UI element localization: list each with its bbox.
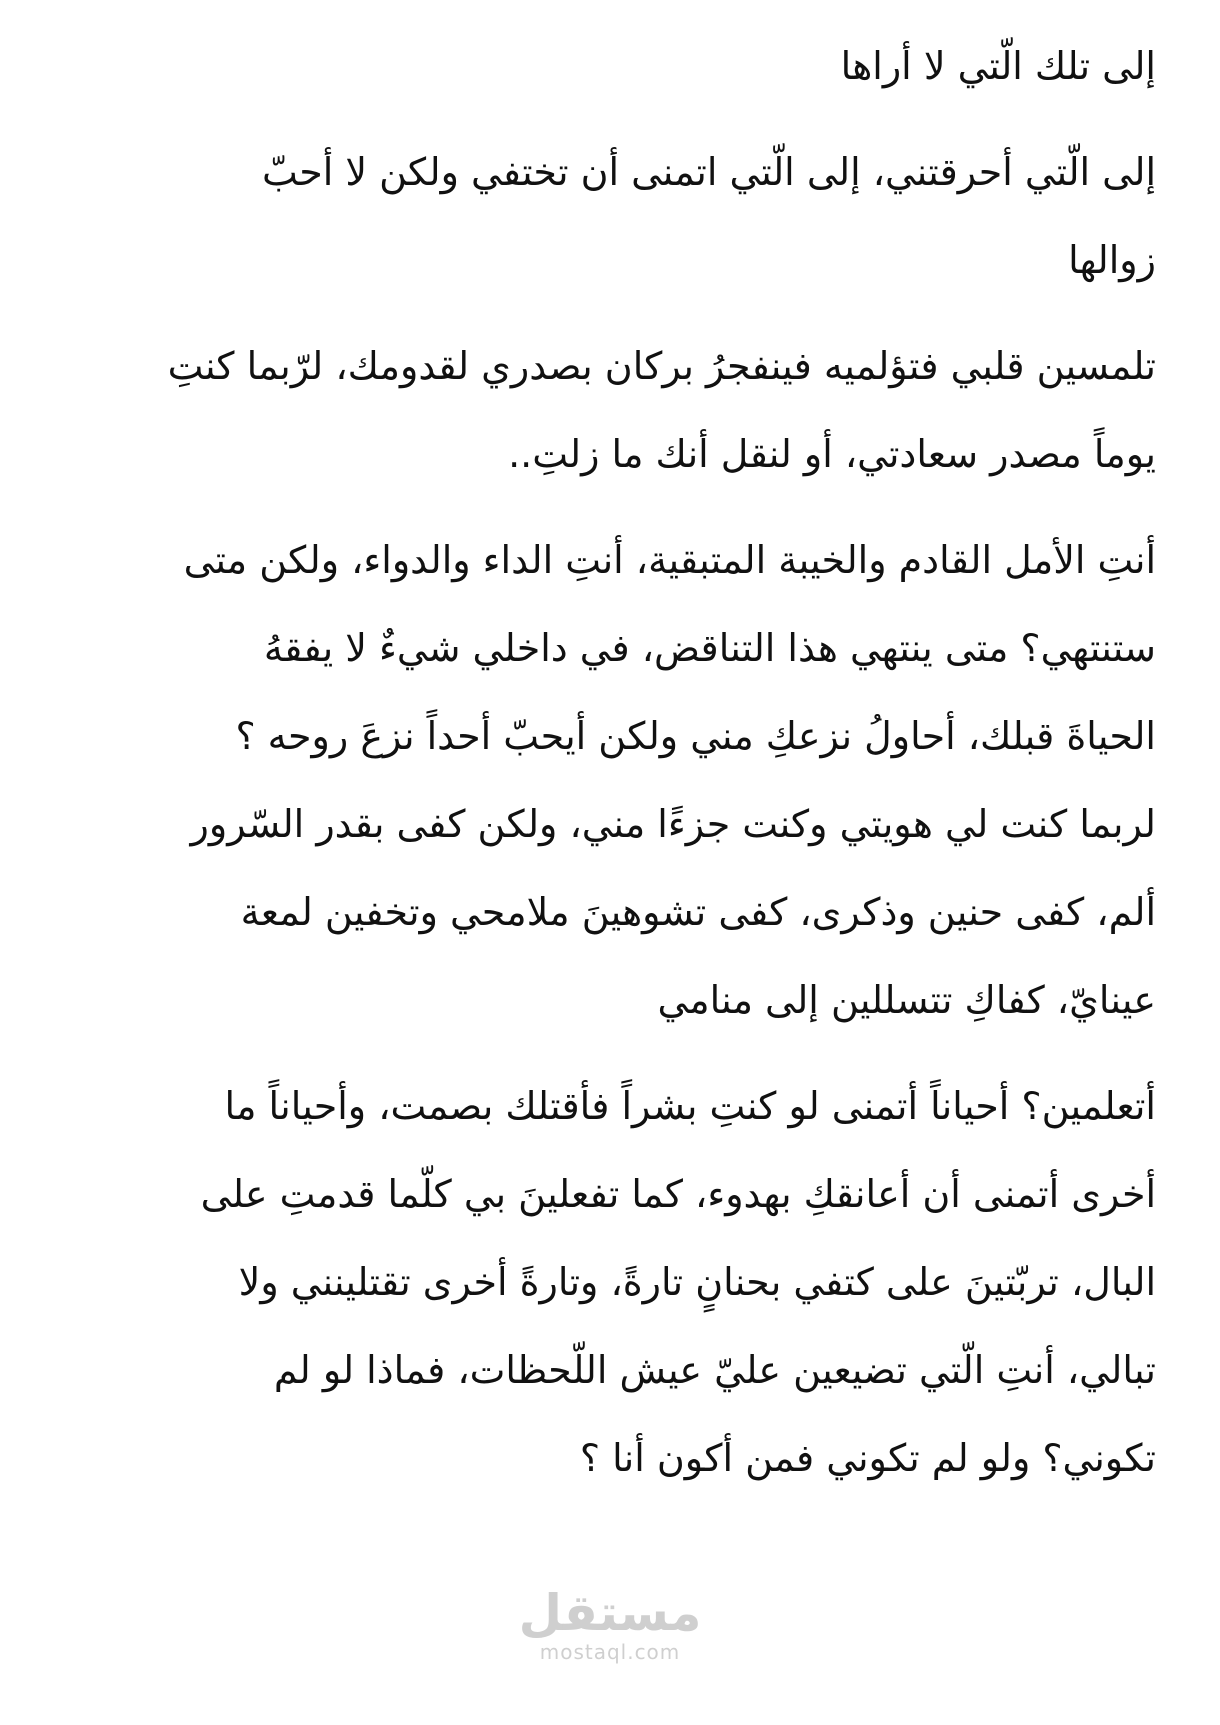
text-line: زوالها — [1068, 238, 1156, 282]
text-line: تكوني؟ ولو لم تكوني فمن أكون أنا ؟ — [579, 1436, 1156, 1480]
paragraph-hope-and-disappointment — [90, 516, 1156, 1044]
text-line: أنتِ الأمل القادم والخيبة المتبقية، أنتِ الداء والدواء، ولكن متى — [183, 538, 1156, 582]
paragraph-do-you-know — [90, 1062, 1156, 1502]
text-line: إلى تلك الّتي لا أراها — [840, 44, 1156, 88]
text-line: البال، تربّتينَ على كتفي بحنانٍ تارةً، وتارةً أخرى تقتلينني ولا — [238, 1260, 1156, 1304]
text-line: ستنتهي؟ متى ينتهي هذا التناقض، في داخلي شيءٌ لا يفقهُ — [263, 626, 1156, 670]
text-line: يوماً مصدر سعادتي، أو لنقل أنك ما زلتِ.. — [508, 432, 1156, 476]
text-line: عينايّ، كفاكِ تتسللين إلى منامي — [657, 978, 1156, 1022]
text-line: أخرى أتمنى أن أعانقكِ بهدوء، كما تفعلينَ بي كلّما قدمتِ على — [200, 1172, 1156, 1216]
text-line: إلى الّتي أحرقتني، إلى الّتي اتمنى أن تختفي ولكن لا أحبّ — [261, 150, 1156, 194]
paragraph-dedication — [90, 22, 1156, 110]
watermark-url: mostaql.com — [539, 1640, 681, 1664]
paragraph-burned-me — [90, 128, 1156, 304]
text-line: تبالي، أنتِ الّتي تضيعين عليّ عيش اللّحظات، فماذا لو لم — [273, 1348, 1156, 1392]
text-line: لربما كنت لي هويتي وكنت جزءًا مني، ولكن كفى بقدر السّرور — [190, 802, 1156, 846]
text-line: تلمسين قلبي فتؤلميه فينفجرُ بركان بصدري لقدومك، لرّبما كنتِ — [167, 344, 1156, 388]
text-line: الحياةَ قبلك، أحاولُ نزعكِ مني ولكن أيحبّ أحداً نزعَ روحه ؟ — [235, 714, 1156, 758]
text-line: ألم، كفى حنين وذكرى، كفى تشوهينَ ملامحي وتخفين لمعة — [240, 890, 1156, 934]
text-line: أتعلمين؟ أحياناً أتمنى لو كنتِ بشراً فأقتلك بصمت، وأحياناً ما — [224, 1084, 1156, 1128]
watermark — [0, 1586, 1220, 1664]
watermark-logo: مستقل — [518, 1584, 702, 1642]
paragraph-touch-heart — [90, 322, 1156, 498]
